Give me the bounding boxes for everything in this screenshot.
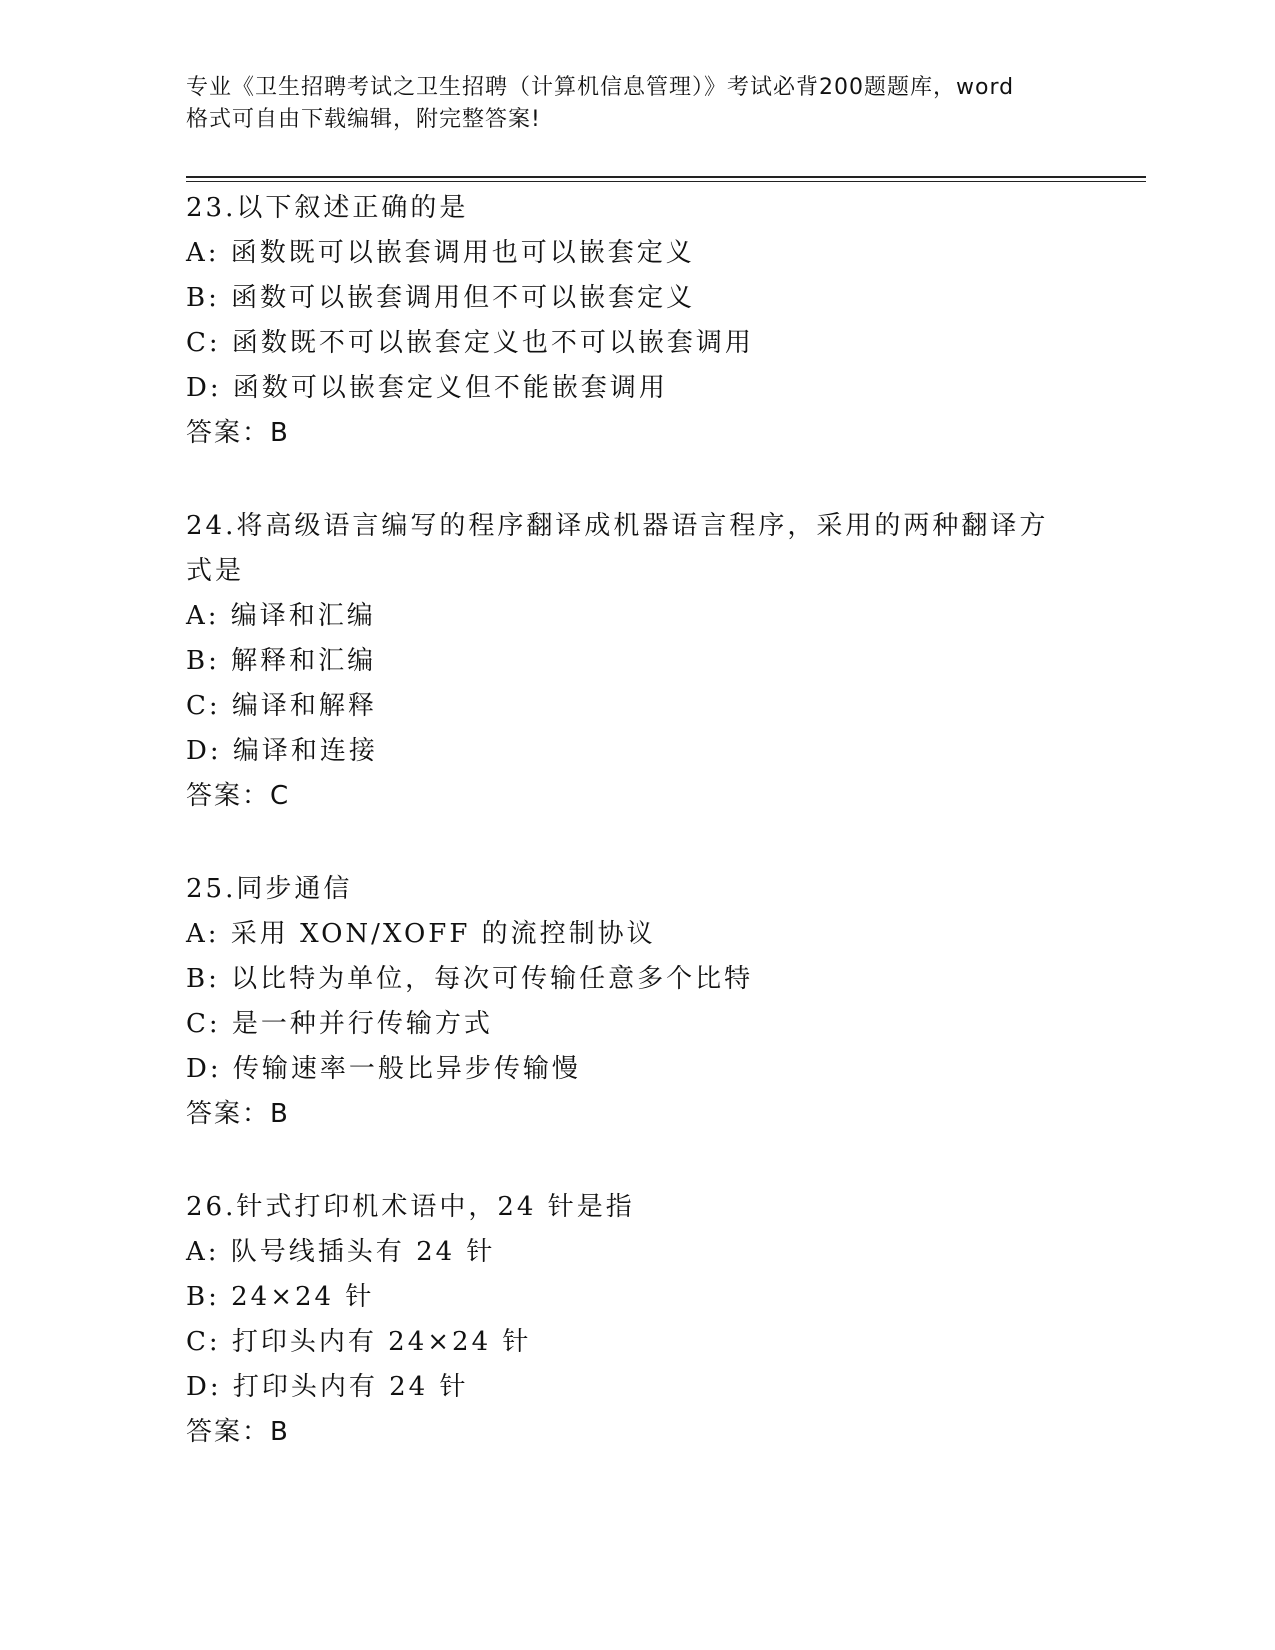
question-list — [186, 186, 1086, 1503]
option-b: B: 函数可以嵌套调用但不可以嵌套定义 — [186, 283, 696, 313]
option-b: B: 以比特为单位，每次可传输任意多个比特 — [186, 964, 754, 994]
answer: 答案：C — [186, 781, 291, 811]
option-d: D: 编译和连接 — [186, 736, 378, 766]
header-line-2: 格式可自由下载编辑，附完整答案! — [186, 107, 541, 132]
header-line-1: 专业《卫生招聘考试之卫生招聘（计算机信息管理）》考试必背200题题库，word — [186, 75, 1015, 100]
header-divider-thick — [186, 176, 1146, 178]
option-b: B: 24×24 针 — [186, 1282, 375, 1312]
answer: 答案：B — [186, 1099, 290, 1129]
option-a: A: 编译和汇编 — [186, 601, 376, 631]
option-d: D: 打印头内有 24 针 — [186, 1372, 469, 1402]
question-stem: 24.将高级语言编写的程序翻译成机器语言程序，采用的两种翻译方式是 — [186, 511, 1049, 586]
option-d: D: 传输速率一般比异步传输慢 — [186, 1054, 581, 1084]
answer: 答案：B — [186, 1417, 290, 1447]
option-c: C: 函数既不可以嵌套定义也不可以嵌套调用 — [186, 328, 754, 358]
option-c: C: 编译和解释 — [186, 691, 377, 721]
question-23 — [186, 186, 1086, 456]
question-stem: 25.同步通信 — [186, 874, 353, 904]
option-d: D: 函数可以嵌套定义但不能嵌套调用 — [186, 373, 668, 403]
question-stem: 26.针式打印机术语中，24 针是指 — [186, 1192, 635, 1222]
question-stem: 23.以下叙述正确的是 — [186, 193, 469, 223]
option-c: C: 是一种并行传输方式 — [186, 1009, 493, 1039]
document-header — [186, 72, 1086, 136]
question-25 — [186, 867, 1086, 1137]
header-divider-thin — [186, 181, 1146, 182]
option-c: C: 打印头内有 24×24 针 — [186, 1327, 532, 1357]
option-a: A: 函数既可以嵌套调用也可以嵌套定义 — [186, 238, 695, 268]
question-24 — [186, 504, 1086, 819]
question-26 — [186, 1185, 1086, 1455]
option-a: A: 采用 XON/XOFF 的流控制协议 — [186, 919, 656, 949]
option-a: A: 队号线插头有 24 针 — [186, 1237, 496, 1267]
answer: 答案：B — [186, 418, 290, 448]
option-b: B: 解释和汇编 — [186, 646, 377, 676]
